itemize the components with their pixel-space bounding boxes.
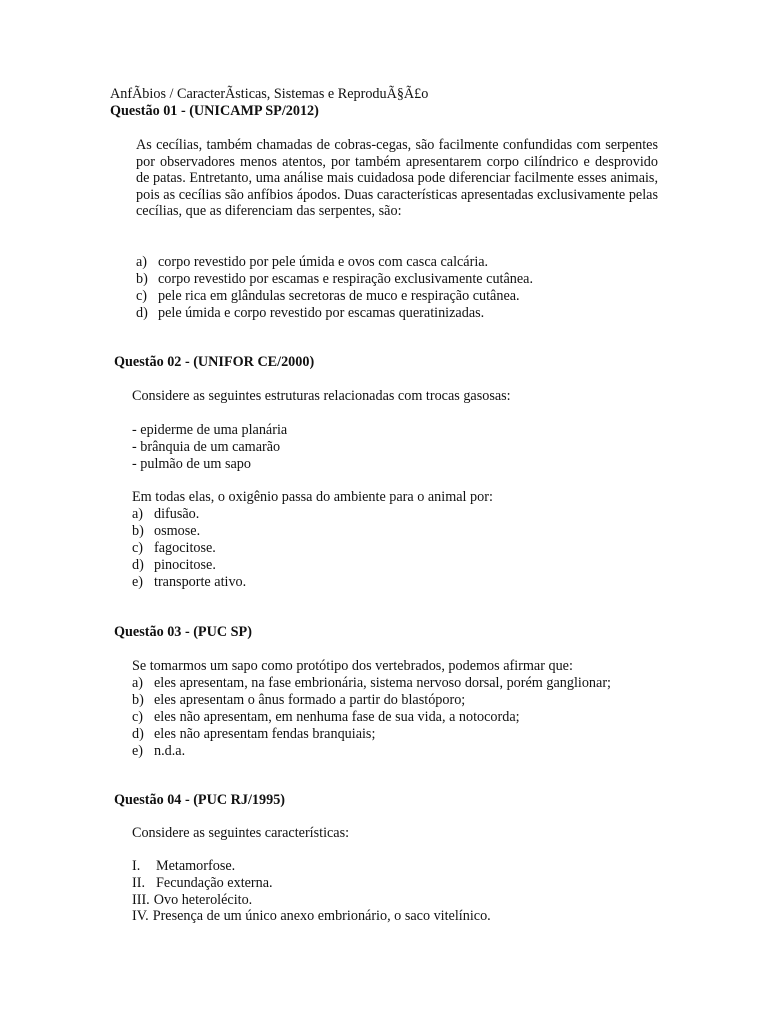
item-label: I. [132,858,141,874]
question-04-header: Questão 04 - (PUC RJ/1995) [114,792,286,808]
option-label: a) [132,506,144,522]
option-label: a) [136,254,148,270]
question-02-option-e [132,574,246,591]
option-label: d) [132,726,144,742]
option-label: a) [132,675,144,691]
question-02-item: - epiderme de uma planária [132,422,288,438]
question-02-prompt: Em todas elas, o oxigênio passa do ambiente para o animal por: [132,489,493,505]
question-03-option-e [132,743,185,760]
item-label: III. [132,892,150,908]
question-02-option-a [132,506,199,523]
question-01-header: Questão 01 - (UNICAMP SP/2012) [110,103,319,119]
question-02-stem: Considere as seguintes estruturas relacionadas com trocas gasosas: [132,388,511,404]
item-label: II. [132,875,145,891]
question-03-option-c [132,709,520,726]
option-label: d) [132,557,144,573]
question-03-option-a [132,675,611,692]
item-text: Presença de um único anexo embrionário, o saco vitelínico. [152,908,491,924]
option-label: c) [132,709,144,725]
question-01-option-a [136,254,488,271]
item-label: IV. [132,908,149,924]
option-text: eles não apresentam fendas branquiais; [154,726,376,742]
option-text: fagocitose. [154,540,216,556]
option-label: c) [132,540,144,556]
question-02-header: Questão 02 - (UNIFOR CE/2000) [114,354,315,370]
option-text: eles apresentam o ânus formado a partir do blastóporo; [154,692,466,708]
question-03-header: Questão 03 - (PUC SP) [114,624,252,640]
option-text: corpo revestido por pele úmida e ovos com casca calcária. [158,254,489,270]
option-label: c) [136,288,148,304]
question-02-option-d [132,557,216,574]
question-03-stem: Se tomarmos um sapo como protótipo dos vertebrados, podemos afirmar que: [132,658,573,674]
question-04-item-i [132,858,235,875]
question-01-option-d [136,305,484,322]
question-04-item-ii [132,875,273,892]
option-text: pele úmida e corpo revestido por escamas queratinizadas. [158,305,485,321]
question-01-stem: As cecílias, também chamadas de cobras-cegas, são facilmente confundidas com serpentes por observadores menos atentos, por também apresentarem corpo cilíndrico e desprovido de patas. Entretanto, uma análise mais cuidadosa pode diferenciar facilmente esses animais, pois as cecílias são anfíbios ápodos. Duas características apresentadas exclusivamente pelas cecílias, que as diferenciam das serpentes, são: [136,137,658,220]
question-04-stem: Considere as seguintes características: [132,825,350,841]
option-text: eles apresentam, na fase embrionária, sistema nervoso dorsal, porém ganglionar; [154,675,611,691]
item-text: Metamorfose. [156,858,236,874]
document-title: AnfÃbios / CaracterÃsticas, Sistemas e ReproduÃ§Ã£o [110,86,429,102]
option-label: b) [132,692,144,708]
option-text: osmose. [154,523,201,539]
question-02-option-b [132,523,200,540]
option-text: eles não apresentam, em nenhuma fase de sua vida, a notocorda; [154,709,520,725]
option-label: d) [136,305,148,321]
option-text: corpo revestido por escamas e respiração exclusivamente cutânea. [158,271,534,287]
question-01-option-b [136,271,533,288]
question-03-option-b [132,692,465,709]
question-02-option-c [132,540,216,557]
option-text: n.d.a. [154,743,186,759]
option-text: pele rica em glândulas secretoras de muco e respiração cutânea. [158,288,520,304]
item-text: Fecundação externa. [156,875,273,891]
question-04-item-iv [132,908,491,925]
option-text: pinocitose. [154,557,216,573]
option-label: e) [132,574,144,590]
option-label: b) [132,523,144,539]
option-text: difusão. [154,506,200,522]
question-03-option-d [132,726,375,743]
question-02-item: - brânquia de um camarão [132,439,281,455]
item-text: Ovo heterolécito. [153,892,253,908]
option-label: b) [136,271,148,287]
option-text: transporte ativo. [154,574,247,590]
question-02-item: - pulmão de um sapo [132,456,251,472]
option-label: e) [132,743,144,759]
question-01-option-c [136,288,520,305]
question-04-item-iii [132,892,252,909]
